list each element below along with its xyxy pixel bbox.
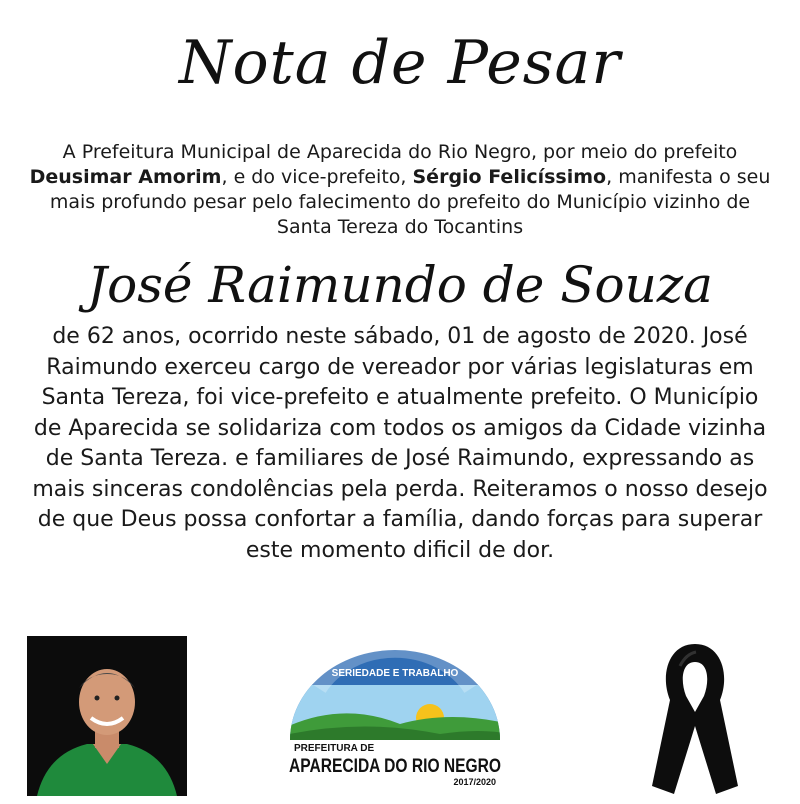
condolence-message: de 62 anos, ocorrido neste sábado, 01 de agosto de 2020. José Raimundo exerceu cargo de vereador por várias legislaturas em Santa Tereza, foi vice-prefeito e atualmente prefeito. O Município de Aparecida se solidariza com todos os amigos da Cidade vizinha de Santa Tereza. e familiares de José Raimundo, expressando as mais sinceras condolências pela perda. Reiteramos o nosso desejo de que Deus possa confortar a família, dando forças para superar este momento dificil de dor. — [32, 324, 768, 563]
intro-text-2: , e do vice-prefeito, — [221, 166, 413, 188]
deceased-name: José Raimundo de Souza — [87, 256, 713, 314]
logo-motto: SERIEDADE E TRABALHO — [331, 668, 459, 679]
mayor-name: Deusimar Amorim — [29, 166, 222, 188]
intro-text-1: A Prefeitura Municipal de Aparecida do Rio Negro, por meio do prefeito — [62, 141, 738, 163]
intro-text-3: , manifesta o seu mais profundo pesar pelo falecimento do prefeito do Município vizinho de Santa Tereza do Tocantins — [49, 166, 771, 238]
logo-years: 2017/2020 — [453, 777, 496, 787]
mourning-ribbon-icon — [640, 636, 750, 800]
vice-mayor-name: Sérgio Felicíssimo — [412, 166, 607, 188]
logo-line1: PREFEITURA DE — [294, 743, 375, 754]
city-logo — [280, 640, 510, 790]
portrait-photo — [27, 636, 187, 796]
intro-paragraph — [20, 140, 780, 240]
portrait-illustration — [27, 636, 187, 796]
logo-line2: APARECIDA DO RIO NEGRO — [289, 756, 501, 777]
page-title: Nota de Pesar — [179, 28, 621, 98]
